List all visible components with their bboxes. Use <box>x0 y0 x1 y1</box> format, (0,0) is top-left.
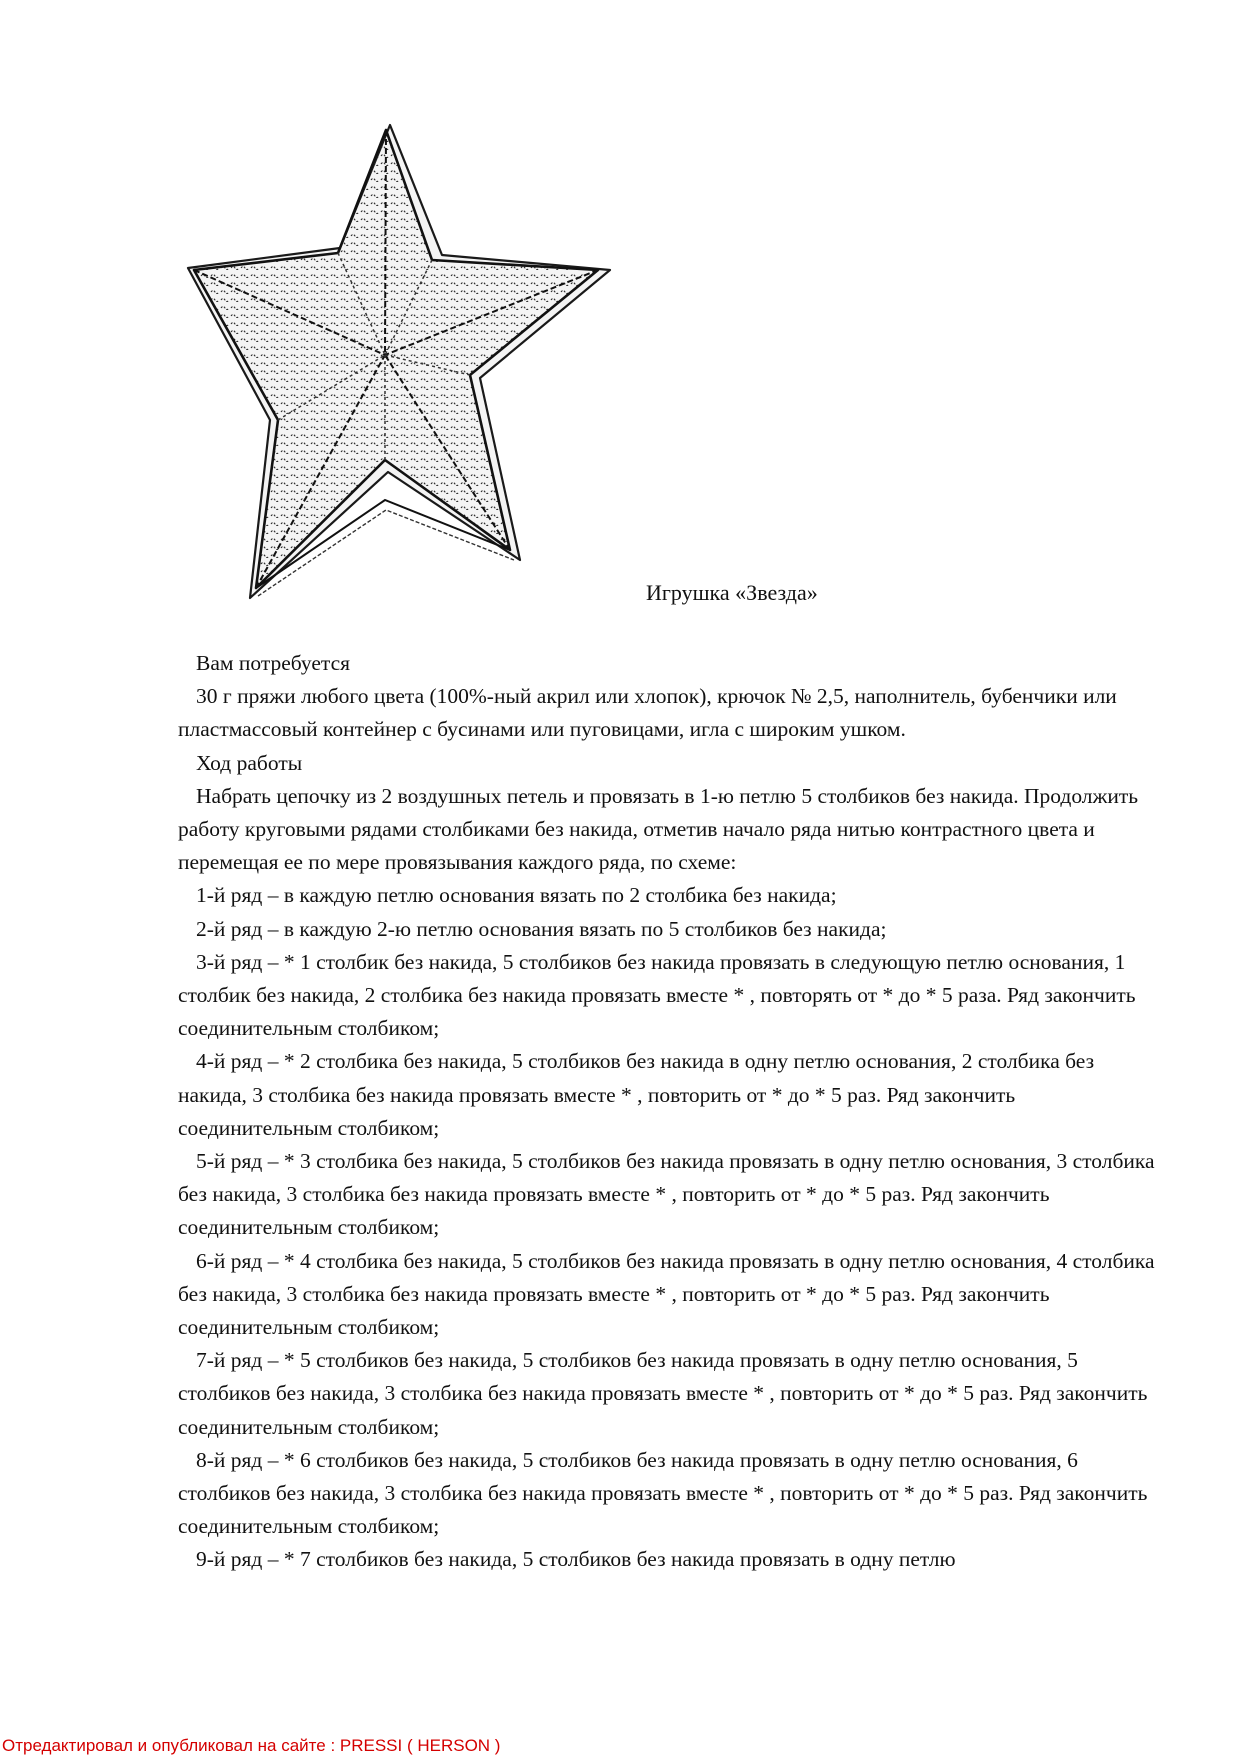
row-6-paragraph: 6-й ряд – * 4 столбика без накида, 5 столбиков без накида провязать в одну петлю основания, 4 столбика без накида, 3 столбика без накида провязать вместе * , повторить от * до * 5 раз. Ряд закончить соединительным столбиком; <box>178 1248 1155 1340</box>
row-9-paragraph: 9-й ряд – * 7 столбиков без накида, 5 столбиков без накида провязать в одну петлю <box>196 1547 956 1572</box>
row-7-paragraph: 7-й ряд – * 5 столбиков без накида, 5 столбиков без накида провязать в одну петлю основания, 5 столбиков без накида, 3 столбика без накида провязать вместе * , повторить от * до * 5 раз. Ряд закончить соединительным столбиком; <box>178 1348 1148 1439</box>
publisher-footer: Отредактировал и опубликовал на сайте : PRESSI ( HERSON ) <box>2 1736 501 1755</box>
instructions-text <box>178 647 1158 1577</box>
materials-heading: Вам потребуется <box>196 651 351 675</box>
row-4-paragraph: 4-й ряд – * 2 столбика без накида, 5 столбиков без накида в одну петлю основания, 2 столбика без накида, 3 столбика без накида провязать вместе * , повторить от * до * 5 раз. Ряд закончить соединительным столбиком; <box>178 1049 1095 1140</box>
row-1-paragraph: 1-й ряд – в каждую петлю основания вязать по 2 столбика без накида; <box>196 883 837 908</box>
row-3-paragraph: 3-й ряд – * 1 столбик без накида, 5 столбиков без накида провязать в следующую петлю основания, 1 столбик без накида, 2 столбика без накида провязать вместе * , повторять от * до * 5 раза. Ряд закончить соединительным столбиком; <box>178 949 1136 1041</box>
row-8-paragraph: 8-й ряд – * 6 столбиков без накида, 5 столбиков без накида провязать в одну петлю основания, 6 столбиков без накида, 3 столбика без накида провязать вместе * , повторить от * до * 5 раз. Ряд закончить соединительным столбиком; <box>178 1447 1148 1539</box>
materials-paragraph: 30 г пряжи любого цвета (100%-ный акрил или хлопок), крючок № 2,5, наполнитель, бубенчики или пластмассовый контейнер с бусинами или пуговицами, игла с широким ушком. <box>178 684 1117 742</box>
star-toy-illustration <box>180 120 620 600</box>
row-2-paragraph: 2-й ряд – в каждую 2-ю петлю основания вязать по 5 столбиков без накида; <box>196 916 887 941</box>
process-heading: Ход работы <box>196 750 303 775</box>
row-5-paragraph: 5-й ряд – * 3 столбика без накида, 5 столбиков без накида провязать в одну петлю основания, 3 столбика без накида, 3 столбика без накида провязать вместе * , повторить от * до * 5 раз. Ряд закончить соединительным столбиком; <box>178 1149 1155 1240</box>
intro-paragraph: Набрать цепочку из 2 воздушных петель и провязать в 1-ю петлю 5 столбиков без накида. Продолжить работу круговыми рядами столбиками без накида, отметив начало ряда нитью контрастного цвета и перемещая ее по мере провязывания каждого ряда, по схеме: <box>178 783 1139 875</box>
figure-caption: Игрушка «Звезда» <box>646 580 818 605</box>
